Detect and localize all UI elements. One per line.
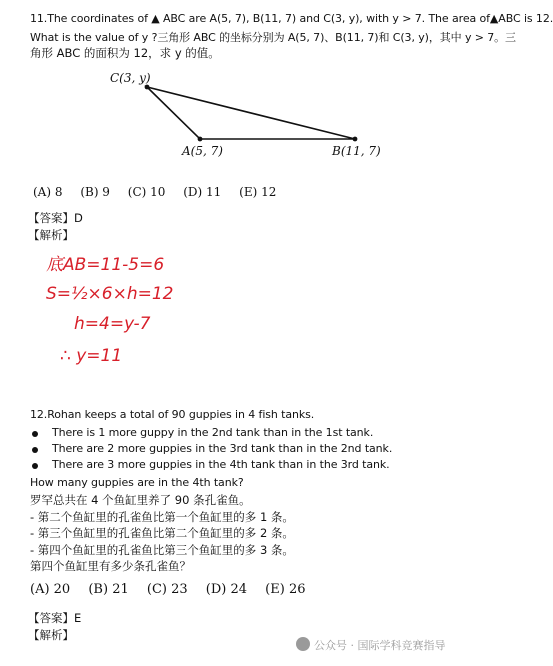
q11-option-c: (C) 10 <box>127 185 166 199</box>
q12-option-b: (B) 21 <box>88 582 129 597</box>
q11-option-a: (A) 8 <box>33 185 63 199</box>
q12-options <box>30 582 319 597</box>
hand-line-4: ∴ y=11 <box>60 346 123 366</box>
label-b: B(11, 7) <box>332 144 381 158</box>
q12-option-e: (E) 26 <box>265 582 306 597</box>
q12-bullet-1: There is 1 more guppy in the 2nd tank than in the 1st tank. <box>52 426 374 439</box>
label-c: C(3, y) <box>110 71 151 85</box>
q11-answer: 【答案】D <box>28 211 83 225</box>
q11-option-e: (E) 12 <box>239 185 277 199</box>
handwritten-solution <box>0 240 260 380</box>
hand-line-1: 底AB=11-5=6 <box>46 255 165 275</box>
bullet-dot <box>32 431 38 437</box>
q12-option-d: (D) 24 <box>205 582 248 597</box>
q12-analysis-label: 【解析】 <box>28 628 74 642</box>
q12-option-a: (A) 20 <box>30 582 71 597</box>
q11-line2: What is the value of y ?三角形 ABC 的坐标分别为 A(5, 7)、B(11, 7)和 C(3, y)，其中 y > 7。三 <box>30 31 516 44</box>
q12-answer: 【答案】E <box>28 611 82 625</box>
triangle-abc <box>147 87 355 139</box>
wechat-icon <box>296 637 310 651</box>
vertex-a <box>198 137 203 142</box>
label-a: A(5, 7) <box>182 144 223 158</box>
q12-zh-line-4: - 第四个鱼缸里的孔雀鱼比第三个鱼缸里的多 3 条。 <box>30 543 294 557</box>
q12-bullet-3: There are 3 more guppies in the 4th tank than in the 3rd tank. <box>52 458 390 471</box>
q12-option-c: (C) 23 <box>146 582 188 597</box>
q11-line3: 角形 ABC 的面积为 12，求 y 的值。 <box>30 46 220 60</box>
q11-option-b: (B) 9 <box>80 185 110 199</box>
hand-line-2: S=½×6×h=12 <box>46 284 174 304</box>
q12-question-en: How many guppies are in the 4th tank? <box>30 476 244 489</box>
q12-intro: 12.Rohan keeps a total of 90 guppies in 4 fish tanks. <box>30 408 315 421</box>
q11-options <box>33 185 290 199</box>
bullet-dot <box>32 463 38 469</box>
q12-zh-line-3: - 第三个鱼缸里的孔雀鱼比第二个鱼缸里的多 2 条。 <box>30 526 294 540</box>
q12-zh-line-2: - 第二个鱼缸里的孔雀鱼比第一个鱼缸里的多 1 条。 <box>30 510 294 524</box>
bullet-dot <box>32 447 38 453</box>
q12-bullet-2: There are 2 more guppies in the 3rd tank than in the 2nd tank. <box>52 442 393 455</box>
triangle-figure <box>0 0 498 200</box>
q12-zh-line-1: 罗罕总共在 4 个鱼缸里养了 90 条孔雀鱼。 <box>30 493 251 507</box>
q12-zh-line-5: 第四个鱼缸里有多少条孔雀鱼？ <box>30 559 191 573</box>
q11-line1: 11.The coordinates of ▲ ABC are A(5, 7), B(11, 7) and C(3, y), with y > 7. The area of▲ABC is 12. <box>30 12 553 25</box>
q11-option-d: (D) 11 <box>183 185 222 199</box>
vertex-b <box>353 137 358 142</box>
hand-line-3: h=4=y-7 <box>74 314 151 334</box>
q11-analysis-label: 【解析】 <box>28 228 74 242</box>
watermark-text: 公众号 · 国际学科竞赛指导 <box>314 639 446 652</box>
vertex-c <box>145 85 150 90</box>
